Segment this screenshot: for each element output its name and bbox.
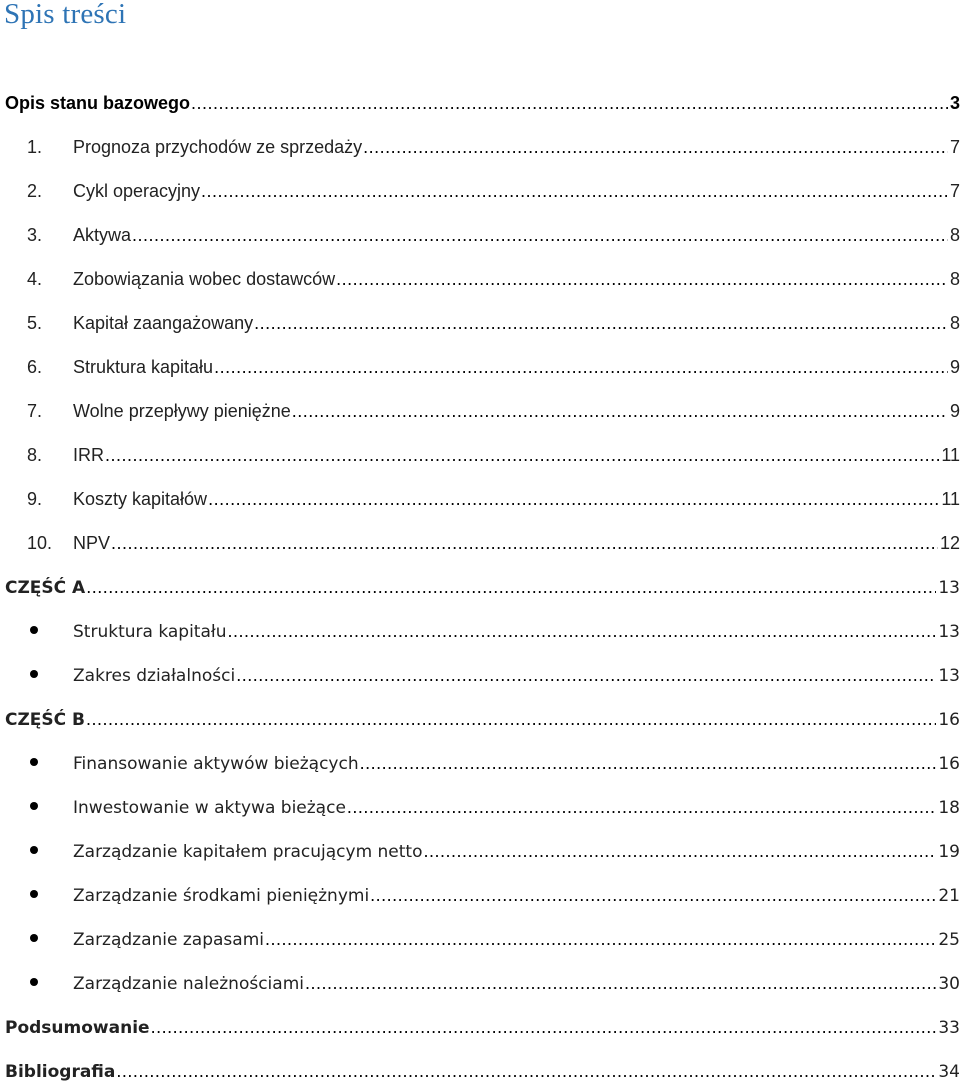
dot-leader xyxy=(191,88,948,118)
bullet-icon xyxy=(30,802,38,810)
toc-entry[interactable] xyxy=(0,440,960,470)
toc-entry-label: Zobowiązania wobec dostawców xyxy=(73,269,336,289)
toc-entry-label: Bibliografia xyxy=(5,1062,116,1082)
toc-entry[interactable] xyxy=(0,792,960,822)
toc-entry-page-number: 11 xyxy=(941,445,960,465)
dot-leader xyxy=(265,924,936,954)
bullet-icon xyxy=(30,846,38,854)
toc-entry[interactable] xyxy=(0,748,960,778)
toc-entry-number: 8. xyxy=(27,445,43,465)
toc-entry-page-number: 13 xyxy=(938,622,960,642)
toc-entry-label: Finansowanie aktywów bieżących xyxy=(73,754,359,774)
toc-entry[interactable] xyxy=(0,704,960,734)
toc-entry[interactable] xyxy=(0,220,960,250)
toc-entry[interactable] xyxy=(0,1012,960,1042)
dot-leader xyxy=(151,1012,937,1042)
toc-entry-label: IRR xyxy=(73,445,104,465)
toc-entry-number: 10. xyxy=(27,533,53,553)
toc-entry-label: Opis stanu bazowego xyxy=(5,93,191,113)
toc-entry-label: Podsumowanie xyxy=(5,1018,150,1038)
toc-entry[interactable] xyxy=(0,572,960,602)
toc-entry[interactable] xyxy=(0,968,960,998)
dot-leader xyxy=(86,572,936,602)
bullet-icon xyxy=(30,978,38,986)
toc-entry-page-number: 19 xyxy=(938,842,960,862)
toc-entry-page-number: 16 xyxy=(938,710,960,730)
toc-entry-number: 9. xyxy=(27,489,43,509)
toc-entry[interactable] xyxy=(0,836,960,866)
toc-entry[interactable] xyxy=(0,352,960,382)
bullet-icon xyxy=(30,934,38,942)
toc-entry-label: Inwestowanie w aktywa bieżące xyxy=(73,798,346,818)
toc-entry[interactable] xyxy=(0,528,960,558)
toc-entry-label: Koszty kapitałów xyxy=(73,489,208,509)
toc-entry-number: 3. xyxy=(27,225,43,245)
dot-leader xyxy=(111,528,938,558)
toc-entry-number: 2. xyxy=(27,181,43,201)
toc-entry-label: CZĘŚĆ A xyxy=(5,578,86,598)
toc-entry-page-number: 8 xyxy=(949,269,960,289)
toc-entry[interactable] xyxy=(0,308,960,338)
toc-entry-page-number: 13 xyxy=(938,666,960,686)
toc-entry-page-number: 8 xyxy=(949,313,960,333)
dot-leader xyxy=(227,616,936,646)
dot-leader xyxy=(360,748,937,778)
toc-entry-label: Wolne przepływy pieniężne xyxy=(73,401,291,421)
toc-entry-page-number: 25 xyxy=(938,930,960,950)
toc-entry-page-number: 3 xyxy=(949,93,960,113)
toc-entry-label: Zarządzanie zapasami xyxy=(73,930,264,950)
dot-leader xyxy=(336,264,948,294)
toc-entry[interactable] xyxy=(0,132,960,162)
toc-entry-page-number: 11 xyxy=(941,489,960,509)
toc-entry-label: NPV xyxy=(73,533,111,553)
toc-entry-page-number: 33 xyxy=(938,1018,960,1038)
dot-leader xyxy=(347,792,936,822)
toc-entry-number: 1. xyxy=(27,137,43,157)
dot-leader xyxy=(292,396,948,426)
toc-entry[interactable] xyxy=(0,484,960,514)
dot-leader xyxy=(105,440,939,470)
toc-entry[interactable] xyxy=(0,176,960,206)
dot-leader xyxy=(86,704,936,734)
toc-entry[interactable] xyxy=(0,880,960,910)
dot-leader xyxy=(236,660,936,690)
dot-leader xyxy=(214,352,948,382)
toc-entry-page-number: 30 xyxy=(938,974,960,994)
toc-entry-label: Zarządzanie należnościami xyxy=(73,974,304,994)
toc-entry-page-number: 13 xyxy=(938,578,960,598)
toc-entry-label: Struktura kapitału xyxy=(73,357,214,377)
toc-entry-page-number: 16 xyxy=(938,754,960,774)
toc-entry-label: Struktura kapitału xyxy=(73,622,227,642)
bullet-icon xyxy=(30,626,38,634)
toc-entry[interactable] xyxy=(0,88,960,118)
toc-entry-label: CZĘŚĆ B xyxy=(5,710,86,730)
bullet-icon xyxy=(30,758,38,766)
toc-entry-label: Prognoza przychodów ze sprzedaży xyxy=(73,137,363,157)
dot-leader xyxy=(116,1056,936,1086)
toc-entry[interactable] xyxy=(0,264,960,294)
dot-leader xyxy=(208,484,939,514)
toc-entry-label: Zakres działalności xyxy=(73,666,236,686)
toc-entry[interactable] xyxy=(0,616,960,646)
toc-entry-number: 4. xyxy=(27,269,43,289)
toc-title: Spis treści xyxy=(4,0,127,30)
toc-entry-page-number: 7 xyxy=(949,137,960,157)
toc-entry-page-number: 18 xyxy=(938,798,960,818)
toc-entry[interactable] xyxy=(0,1056,960,1086)
dot-leader xyxy=(424,836,937,866)
bullet-icon xyxy=(30,890,38,898)
dot-leader xyxy=(370,880,936,910)
dot-leader xyxy=(305,968,936,998)
toc-entry-label: Cykl operacyjny xyxy=(73,181,201,201)
toc-entry-page-number: 8 xyxy=(949,225,960,245)
toc-entry-page-number: 9 xyxy=(949,357,960,377)
dot-leader xyxy=(254,308,948,338)
toc-entry-number: 5. xyxy=(27,313,43,333)
dot-leader xyxy=(201,176,948,206)
toc-entry-page-number: 9 xyxy=(949,401,960,421)
toc-entry[interactable] xyxy=(0,924,960,954)
toc-entry-page-number: 12 xyxy=(939,533,960,553)
dot-leader xyxy=(132,220,948,250)
dot-leader xyxy=(363,132,948,162)
toc-entry-label: Kapitał zaangażowany xyxy=(73,313,254,333)
toc-entry-label: Zarządzanie środkami pieniężnymi xyxy=(73,886,370,906)
toc-entry-number: 6. xyxy=(27,357,43,377)
toc-entry-number: 7. xyxy=(27,401,43,421)
toc-entry[interactable] xyxy=(0,660,960,690)
toc-entry-label: Aktywa xyxy=(73,225,132,245)
toc-entry-label: Zarządzanie kapitałem pracującym netto xyxy=(73,842,423,862)
toc-entry-page-number: 7 xyxy=(949,181,960,201)
toc-entry-page-number: 34 xyxy=(938,1062,960,1082)
toc-entry[interactable] xyxy=(0,396,960,426)
bullet-icon xyxy=(30,670,38,678)
toc-entry-page-number: 21 xyxy=(938,886,960,906)
